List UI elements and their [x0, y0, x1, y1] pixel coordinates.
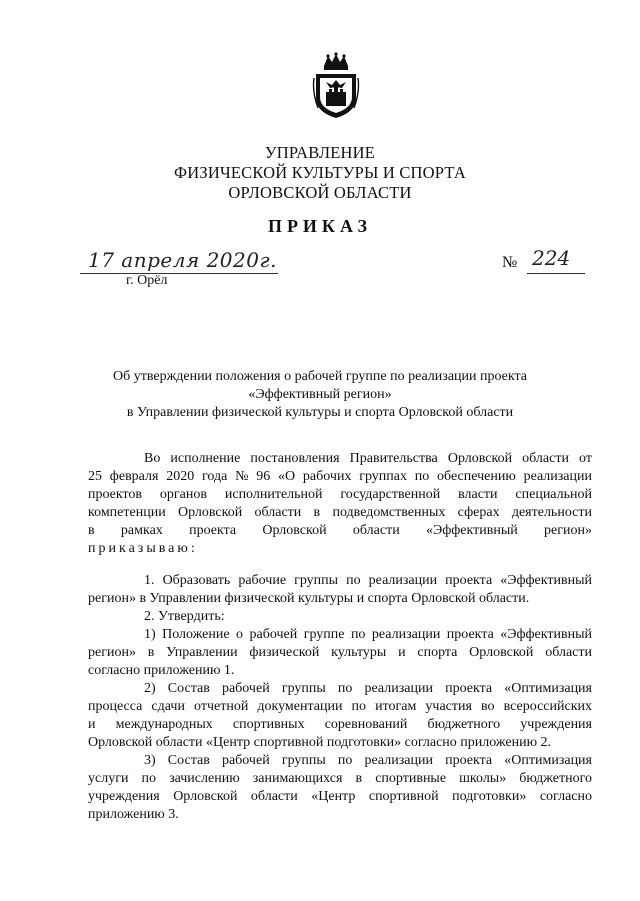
- preamble-word: «Эффективный: [425, 523, 518, 538]
- subitem-2-line-1: 2) Состав рабочей группы по реализации проекта «Оптимизация: [144, 681, 592, 696]
- subject-line-1: Об утверждении положения о рабочей группе по реализации проекта: [112, 369, 528, 384]
- preamble-line-3: проектов органов исполнительной государственной власти специальной: [88, 487, 592, 502]
- subitem-2-line-4: Орловской области «Центр спортивной подготовки» согласно приложению 2.: [88, 735, 552, 750]
- handwritten-order-number: 224: [532, 246, 571, 270]
- preamble-word: Орловской: [262, 523, 327, 538]
- subitem-2-line-2: процесса сдачи отчетной документации по итогам участия во всероссийских: [88, 699, 592, 714]
- organization-name-line-1: УПРАВЛЕНИЕ: [264, 143, 376, 162]
- subitem-3-line-3: учреждения Орловской области «Центр спортивной подготовки» согласно: [88, 789, 592, 804]
- item-1-line-2: регион» в Управлении физической культуры и спорта Орловской области.: [88, 591, 530, 606]
- organization-name-line-3: ОРЛОВСКОЙ ОБЛАСТИ: [228, 183, 412, 202]
- subitem-1-line-1: 1) Положение о рабочей группе по реализации проекта «Эффективный: [144, 627, 592, 642]
- preamble-line-2: 25 февраля 2020 года № 96 «О рабочих группах по обеспечению реализации: [88, 469, 592, 484]
- item-2: 2. Утвердить:: [144, 609, 225, 624]
- preamble-word: области: [352, 523, 400, 538]
- date-underline: [80, 273, 278, 274]
- preamble-word: рамках: [120, 523, 163, 538]
- organization-name-line-2: ФИЗИЧЕСКОЙ КУЛЬТУРЫ И СПОРТА: [174, 163, 466, 182]
- preamble-word: проекта: [189, 523, 237, 538]
- subitem-3-line-4: приложению 3.: [88, 807, 179, 822]
- number-underline: [527, 273, 585, 274]
- subject-line-3: в Управлении физической культуры и спорта Орловской области: [126, 405, 514, 420]
- handwritten-date: 17 апреля 2020г.: [88, 248, 277, 272]
- subitem-1-line-2: регион» в Управлении физической культуры и спорта Орловской области: [88, 645, 592, 660]
- preamble-word: регион»: [544, 523, 592, 538]
- preamble-word: в: [88, 523, 95, 538]
- order-verb: приказываю:: [88, 541, 198, 556]
- subitem-3-line-2: услуги по зачислению занимающихся в спортивные школы» бюджетного: [88, 771, 592, 786]
- subject-line-2: «Эффективный регион»: [248, 387, 392, 402]
- city-label: г. Орёл: [126, 273, 168, 288]
- order-title: ПРИКАЗ: [267, 216, 373, 236]
- order-items: [88, 572, 592, 824]
- number-sign: №: [502, 254, 518, 271]
- item-1-line-1: 1. Образовать рабочие группы по реализации проекта «Эффективный: [144, 573, 592, 588]
- coat-of-arms-emblem: [312, 52, 360, 120]
- subitem-2-line-3: и международных спортивных соревнований бюджетного учреждения: [88, 717, 592, 732]
- subitem-3-line-1: 3) Состав рабочей группы по реализации проекта «Оптимизация: [144, 753, 592, 768]
- preamble-line-1: Во исполнение постановления Правительства Орловской области от: [144, 451, 592, 466]
- subitem-1-line-3: согласно приложению 1.: [88, 663, 235, 678]
- preamble-paragraph: [88, 450, 592, 558]
- preamble-line-4: компетенции Орловской области в подведомственных сферах деятельности: [88, 505, 592, 520]
- preamble-line-5: [88, 522, 592, 540]
